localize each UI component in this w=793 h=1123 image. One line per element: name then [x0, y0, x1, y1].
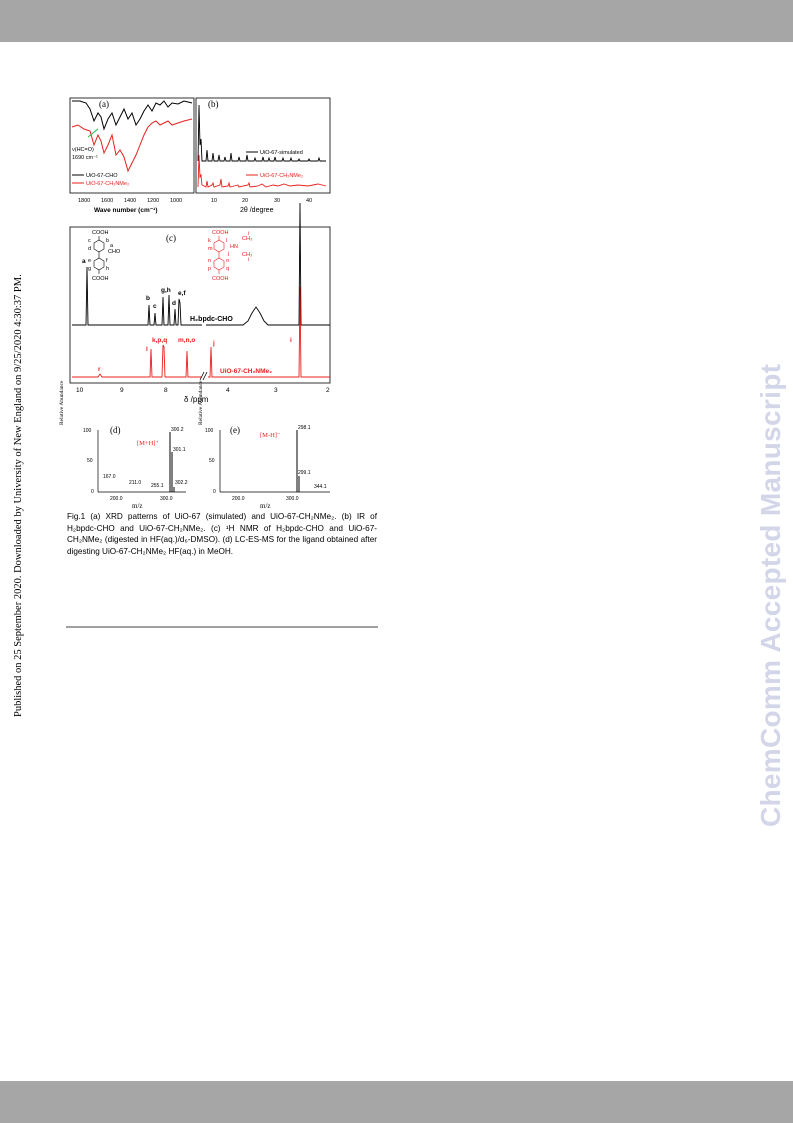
svg-text:l: l [226, 238, 228, 244]
panel-a-trace-red [72, 119, 192, 171]
xtick-c-3: 8 [164, 387, 168, 394]
peak-d-5: 211.0 [129, 480, 142, 486]
figure-1 [59, 95, 348, 510]
peak-top-gh: g,h [161, 287, 171, 294]
structure-h2bpdc-cho [88, 230, 121, 282]
legend-a-2: UiO-67-CH₂NMe₂ [86, 181, 130, 187]
svg-text:j: j [228, 251, 230, 257]
svg-text:COOH: COOH [212, 276, 229, 282]
panel-d [59, 380, 188, 510]
xtick-d-2: 300.0 [160, 496, 173, 502]
bottom-bar [0, 1081, 793, 1123]
svg-text:b: b [106, 238, 110, 244]
panel-e-label: (e) [230, 425, 240, 435]
xtick-c-4: 4 [226, 387, 230, 394]
svg-text:COOH: COOH [92, 276, 109, 282]
svg-text:o: o [226, 258, 230, 264]
svg-text:f: f [106, 258, 108, 264]
xtick-b-2: 20 [242, 198, 249, 204]
annotation-label: ν(HC=O) [72, 147, 94, 153]
xtick-b-3: 30 [274, 198, 281, 204]
svg-text:CHO: CHO [108, 249, 121, 255]
peak-bottom-kpq: k,p,q [152, 337, 168, 344]
svg-text:HN: HN [230, 244, 238, 250]
nmr-trace-top [72, 203, 330, 325]
xtick-c-2: 9 [120, 387, 124, 394]
top-bar [0, 0, 793, 42]
ylabel-e: Relative Abundance [198, 380, 204, 425]
xtick-c-1: 10 [76, 387, 84, 394]
download-stamp: Published on 25 September 2020. Downloaded by University of New England on 9/25/2020 4:30:37 PM. [13, 274, 24, 717]
annotation-arrow [88, 129, 98, 137]
xtick-a-5: 1000 [170, 198, 183, 204]
peak-d-3: 302.2 [175, 480, 188, 486]
svg-text:CH₃: CH₃ [242, 252, 253, 258]
xlabel-e: m/z [260, 502, 271, 510]
peak-d-6: 255.1 [151, 483, 164, 489]
svg-text:g: g [88, 266, 92, 272]
panel-c-label: (c) [166, 233, 176, 243]
trace-label-bottom: UiO-67-CH₂NMe₂ [220, 368, 273, 375]
peak-bottom-i: i [290, 337, 292, 344]
xtick-a-4: 1200 [147, 198, 160, 204]
ytick-e-2: 50 [209, 458, 215, 464]
accepted-manuscript-watermark: ChemComm Accepted Manuscript [755, 363, 786, 827]
peak-d-2: 301.1 [173, 447, 186, 453]
xtick-d-1: 200.0 [110, 496, 123, 502]
trace-label-top: H₂bpdc-CHO [190, 316, 233, 323]
panel-e [198, 380, 330, 510]
ytick-e-1: 100 [205, 428, 214, 434]
peak-e-3: 344.1 [314, 484, 327, 490]
panel-a [70, 98, 194, 214]
panel-d-label: (d) [110, 425, 121, 435]
svg-text:n: n [208, 258, 212, 264]
peak-top-d: d [172, 300, 176, 307]
peak-e-1: 298.1 [298, 425, 311, 431]
section-divider [66, 626, 378, 628]
nmr-trace-bottom [72, 287, 330, 377]
xtick-c-6: 2 [326, 387, 330, 394]
xtick-b-1: 10 [211, 198, 218, 204]
xtick-a-2: 1600 [101, 198, 114, 204]
svg-text:COOH: COOH [92, 230, 109, 236]
panel-b [196, 98, 330, 214]
peak-top-b: b [146, 295, 150, 302]
svg-text:p: p [208, 266, 212, 272]
peak-e-2: 299.1 [298, 470, 311, 476]
panel-a-label: (a) [99, 99, 109, 109]
panel-b-label: (b) [208, 99, 219, 109]
svg-text:q: q [226, 266, 230, 272]
svg-text:d: d [88, 246, 92, 252]
ion-e: [M-H]⁻ [260, 432, 281, 439]
svg-text:i: i [248, 231, 250, 237]
svg-text:k: k [208, 238, 211, 244]
peak-top-ef: e,f [178, 290, 186, 297]
ytick-e-3: 0 [213, 489, 216, 495]
ytick-d-2: 50 [87, 458, 93, 464]
xtick-e-1: 200.0 [232, 496, 245, 502]
annotation-value: 1690 cm⁻¹ [72, 155, 98, 161]
legend-a-1: UiO-67-CHO [86, 173, 118, 179]
peak-bottom-j: j [213, 340, 215, 347]
peak-bottom-r: r [98, 366, 101, 373]
peak-bottom-mno: m,n,o [178, 337, 196, 344]
svg-text:c: c [88, 238, 91, 244]
svg-text:CH₃: CH₃ [242, 236, 253, 242]
xlabel-c: δ /ppm [184, 395, 209, 404]
figure-caption: Fig.1 (a) XRD patterns of UiO-67 (simulated) and UiO-67-CH₂NMe₂. (b) IR of H₂bpdc-CHO and UiO-67-CH₂NMe₂. (c) ¹H NMR of H₂bpdc-CHO and UiO-67-CH₂NMe₂ (digested in HF(aq.)/d₆-DMSO). (d) LC-ES-MS for the ligand obtained after digesting UiO-67-CH₂NMe₂ HF(aq.) in MeOH. [67, 512, 377, 556]
xtick-b-4: 40 [306, 198, 313, 204]
svg-text:COOH: COOH [212, 230, 229, 236]
peak-top-c: c [153, 303, 157, 310]
structure-uio67-ligand [208, 230, 252, 282]
svg-text:e: e [88, 258, 92, 264]
ylabel-d: Relative Abundance [59, 380, 65, 425]
ytick-d-1: 100 [83, 428, 92, 434]
legend-b-1: UiO-67-simulated [260, 150, 303, 156]
svg-text:i: i [248, 257, 250, 263]
xtick-c-5: 3 [274, 387, 278, 394]
ytick-d-3: 0 [91, 489, 94, 495]
xtick-a-1: 1800 [78, 198, 91, 204]
xlabel-d: m/z [132, 502, 143, 510]
svg-text:m: m [208, 246, 213, 252]
peak-top-a: a [82, 258, 86, 265]
panel-c [70, 203, 330, 404]
peak-bottom-l: l [146, 346, 148, 353]
svg-text:a: a [110, 243, 114, 249]
xtick-e-2: 300.0 [286, 496, 299, 502]
svg-text:h: h [106, 266, 110, 272]
peak-d-1: 300.2 [171, 427, 184, 433]
xlabel-a: Wave number (cm⁻¹) [94, 207, 158, 214]
xlabel-b: 2θ /degree [240, 207, 274, 214]
legend-b-2: UiO-67-CH₂NMe₂ [260, 173, 304, 179]
ion-d: [M+H]⁺ [137, 440, 159, 447]
xtick-a-3: 1400 [124, 198, 137, 204]
peak-d-4: 167.0 [103, 474, 116, 480]
